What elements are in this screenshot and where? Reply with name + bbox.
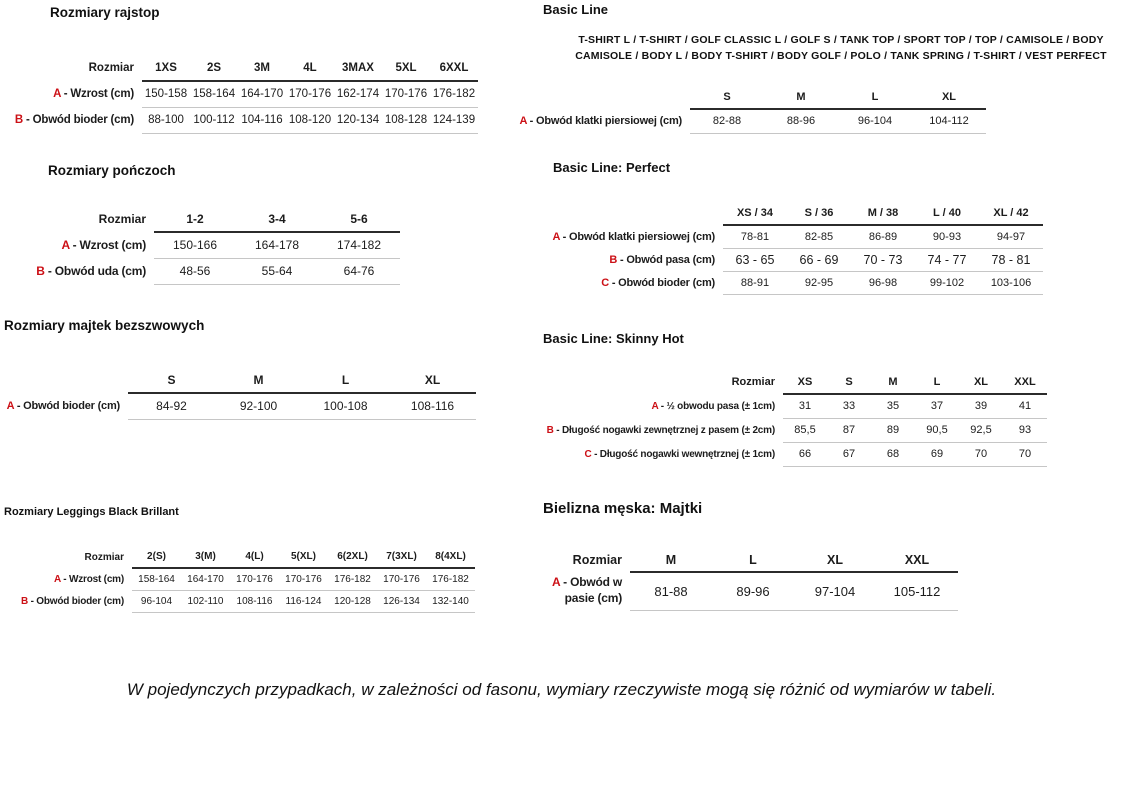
size-value-cell: 66 - 69	[787, 248, 851, 271]
table-corner-label: Rozmiar	[731, 376, 775, 388]
size-value-cell: 170-176	[377, 568, 426, 590]
size-value-cell: 89	[871, 418, 915, 442]
size-value-cell: 37	[915, 394, 959, 418]
section-title-rajstopy: Rozmiary rajstop	[50, 5, 160, 20]
measurement-row-label: A - Obwód klatki piersiowej (cm)	[552, 230, 715, 243]
size-value-cell: 164-170	[238, 81, 286, 107]
size-column-header: XXL	[876, 548, 958, 572]
size-column-header: 3M	[238, 55, 286, 81]
measurement-row-label: A - Obwód klatki piersiowej (cm)	[519, 115, 682, 127]
size-value-cell: 108-116	[230, 590, 279, 612]
size-column-header: M	[764, 85, 838, 109]
measurement-row	[543, 572, 958, 610]
size-column-header: 5XL	[382, 55, 430, 81]
size-value-cell: 88-96	[764, 109, 838, 133]
measurement-row-label: B - Obwód uda (cm)	[36, 264, 146, 278]
measurement-letter: A	[54, 573, 61, 585]
size-value-cell: 96-104	[132, 590, 181, 612]
size-value-cell: 108-116	[389, 393, 476, 419]
size-column-header: S	[128, 367, 215, 393]
size-column-header: M	[871, 370, 915, 394]
size-column-header: 6XXL	[430, 55, 478, 81]
size-value-cell: 69	[915, 442, 959, 466]
size-value-cell: 103-106	[979, 271, 1043, 294]
table-corner-label: Rozmiar	[98, 212, 146, 226]
section-title-basic-line-skinny-hot: Basic Line: Skinny Hot	[543, 331, 684, 346]
size-value-cell: 170-176	[279, 568, 328, 590]
size-value-cell: 120-134	[334, 107, 382, 133]
size-value-cell: 176-182	[426, 568, 475, 590]
measurement-row-label: A - Wzrost (cm)	[61, 238, 146, 252]
size-value-cell: 70	[1003, 442, 1047, 466]
size-column-header: 3-4	[236, 206, 318, 232]
measurement-letter: B	[36, 264, 45, 278]
size-value-cell: 100-112	[190, 107, 238, 133]
size-column-header: L	[915, 370, 959, 394]
measurement-row	[500, 442, 1047, 466]
measurement-letter: A	[651, 400, 659, 412]
size-column-header: 3(M)	[181, 546, 230, 568]
measurement-row-label: A - Obwód w pasie (cm)	[551, 575, 622, 605]
size-table-ponczochy	[2, 206, 400, 285]
size-value-cell: 108-120	[286, 107, 334, 133]
size-value-cell: 96-98	[851, 271, 915, 294]
size-value-cell: 81-88	[630, 572, 712, 610]
size-value-cell: 41	[1003, 394, 1047, 418]
table-corner-label	[480, 202, 723, 225]
size-value-cell: 170-176	[382, 81, 430, 107]
size-column-header: 7(3XL)	[377, 546, 426, 568]
size-value-cell: 89-96	[712, 572, 794, 610]
size-value-cell: 78-81	[723, 225, 787, 248]
measurement-row-label: B - Długość nogawki zewnętrznej z pasem (± 2cm)	[546, 424, 775, 436]
measurement-row	[500, 394, 1047, 418]
size-value-cell: 105-112	[876, 572, 958, 610]
measurement-row	[0, 393, 476, 419]
measurement-row	[500, 418, 1047, 442]
section-title-leggings-black-brillant: Rozmiary Leggings Black Brillant	[4, 506, 179, 518]
size-value-cell: 33	[827, 394, 871, 418]
size-value-cell: 108-128	[382, 107, 430, 133]
measurement-row	[480, 225, 1043, 248]
size-value-cell: 67	[827, 442, 871, 466]
size-value-cell: 150-166	[154, 232, 236, 258]
size-value-cell: 116-124	[279, 590, 328, 612]
size-value-cell: 86-89	[851, 225, 915, 248]
size-value-cell: 70	[959, 442, 1003, 466]
measurement-row	[2, 232, 400, 258]
size-value-cell: 164-178	[236, 232, 318, 258]
size-column-header: S	[827, 370, 871, 394]
size-value-cell: 132-140	[426, 590, 475, 612]
size-value-cell: 88-100	[142, 107, 190, 133]
measurement-row	[470, 109, 986, 133]
size-column-header: M	[215, 367, 302, 393]
table-corner-label: Rozmiar	[84, 551, 124, 563]
measurement-row	[480, 271, 1043, 294]
size-value-cell: 90-93	[915, 225, 979, 248]
measurement-letter: A	[6, 400, 14, 412]
size-value-cell: 48-56	[154, 258, 236, 284]
measurement-row	[2, 568, 475, 590]
size-value-cell: 63 - 65	[723, 248, 787, 271]
size-value-cell: 93	[1003, 418, 1047, 442]
size-column-header: 6(2XL)	[328, 546, 377, 568]
size-column-header: S	[690, 85, 764, 109]
size-value-cell: 64-76	[318, 258, 400, 284]
size-column-header: XL	[389, 367, 476, 393]
size-value-cell: 174-182	[318, 232, 400, 258]
size-column-header: 3MAX	[334, 55, 382, 81]
size-column-header: 2S	[190, 55, 238, 81]
size-value-cell: 94-97	[979, 225, 1043, 248]
measurement-row	[2, 107, 478, 133]
measurement-row	[2, 590, 475, 612]
size-value-cell: 176-182	[430, 81, 478, 107]
size-value-cell: 162-174	[334, 81, 382, 107]
table-corner-label: Rozmiar	[88, 62, 134, 74]
size-value-cell: 126-134	[377, 590, 426, 612]
size-value-cell: 66	[783, 442, 827, 466]
section-title-basic-line-perfect: Basic Line: Perfect	[553, 160, 671, 175]
size-value-cell: 70 - 73	[851, 248, 915, 271]
size-value-cell: 97-104	[794, 572, 876, 610]
size-column-header: 4L	[286, 55, 334, 81]
size-value-cell: 96-104	[838, 109, 912, 133]
size-table-basic-line-skinny-hot	[500, 370, 1047, 467]
table-corner-label	[470, 85, 690, 109]
measurement-letter: B	[14, 114, 23, 126]
size-value-cell: 104-116	[238, 107, 286, 133]
size-column-header: 2(S)	[132, 546, 181, 568]
measurement-letter: A	[552, 230, 560, 243]
size-value-cell: 88-91	[723, 271, 787, 294]
size-column-header: L	[712, 548, 794, 572]
size-column-header: L / 40	[915, 202, 979, 225]
size-value-cell: 87	[827, 418, 871, 442]
measurement-letter: A	[551, 575, 560, 590]
size-value-cell: 158-164	[190, 81, 238, 107]
section-title-majtki-bezszwowe: Rozmiary majtek bezszwowych	[4, 318, 205, 333]
measurement-row-label: B - Obwód bioder (cm)	[14, 114, 134, 126]
size-value-cell: 84-92	[128, 393, 215, 419]
size-column-header: XL	[912, 85, 986, 109]
size-column-header: XS	[783, 370, 827, 394]
size-column-header: M	[630, 548, 712, 572]
measurement-letter: B	[20, 595, 28, 607]
basic-line-product-list: T-SHIRT L / T-SHIRT / GOLF CLASSIC L / GOLF S / TANK TOP / SPORT TOP / TOP / CAMISOLE / BODY CAMISOLE / BODY L / BODY T-SHIRT / BODY GOLF / POLO / TANK SPRING / T-SHIRT / VEST PERFECT	[575, 34, 1107, 62]
size-column-header: 1-2	[154, 206, 236, 232]
measurement-row-label: A - Obwód bioder (cm)	[6, 400, 120, 412]
size-value-cell: 150-158	[142, 81, 190, 107]
measurement-row-label: A - Wzrost (cm)	[53, 88, 134, 100]
size-column-header: XS / 34	[723, 202, 787, 225]
size-column-header: L	[302, 367, 389, 393]
measurement-letter: A	[53, 88, 61, 100]
size-value-cell: 55-64	[236, 258, 318, 284]
size-column-header: M / 38	[851, 202, 915, 225]
size-value-cell: 170-176	[230, 568, 279, 590]
size-column-header: XL / 42	[979, 202, 1043, 225]
size-value-cell: 68	[871, 442, 915, 466]
size-value-cell: 74 - 77	[915, 248, 979, 271]
measurement-letter: A	[61, 238, 70, 252]
size-value-cell: 92-100	[215, 393, 302, 419]
measurement-row-label: B - Obwód pasa (cm)	[609, 253, 715, 266]
section-title-basic-line: Basic Line	[543, 2, 609, 17]
size-value-cell: 164-170	[181, 568, 230, 590]
measurement-letter: C	[601, 276, 609, 289]
size-column-header: 5(XL)	[279, 546, 328, 568]
size-table-basic-line	[470, 85, 986, 134]
section-title-ponczochy: Rozmiary pończoch	[48, 163, 176, 178]
size-value-cell: 82-85	[787, 225, 851, 248]
measurement-letter: B	[546, 424, 554, 436]
measurement-row	[2, 81, 478, 107]
size-value-cell: 35	[871, 394, 915, 418]
disclaimer-note: W pojedynczych przypadkach, w zależności od fasonu, wymiary rzeczywiste mogą się różnić od wymiarów w tabeli.	[126, 680, 997, 699]
measurement-row-label: B - Obwód bioder (cm)	[20, 595, 124, 607]
size-column-header: XXL	[1003, 370, 1047, 394]
size-value-cell: 124-139	[430, 107, 478, 133]
table-corner-label	[0, 367, 128, 393]
size-column-header: XL	[959, 370, 1003, 394]
size-table-bielizna-meska-majtki	[543, 548, 958, 611]
size-value-cell: 78 - 81	[979, 248, 1043, 271]
measurement-row-label: A - ½ obwodu pasa (± 1cm)	[651, 400, 775, 412]
size-value-cell: 170-176	[286, 81, 334, 107]
size-value-cell: 92,5	[959, 418, 1003, 442]
measurement-letter: B	[609, 253, 618, 266]
measurement-row-label: C - Długość nogawki wewnętrznej (± 1cm)	[584, 448, 775, 460]
size-value-cell: 104-112	[912, 109, 986, 133]
size-value-cell: 82-88	[690, 109, 764, 133]
size-column-header: 4(L)	[230, 546, 279, 568]
size-column-header: S / 36	[787, 202, 851, 225]
table-corner-label: Rozmiar	[572, 553, 622, 567]
size-table-basic-line-perfect	[480, 202, 1043, 295]
size-value-cell: 120-128	[328, 590, 377, 612]
size-table-leggings-black-brillant	[2, 546, 475, 613]
size-value-cell: 102-110	[181, 590, 230, 612]
size-column-header: 1XS	[142, 55, 190, 81]
size-value-cell: 31	[783, 394, 827, 418]
size-value-cell: 39	[959, 394, 1003, 418]
size-table-majtki-bezszwowe	[0, 367, 476, 420]
size-column-header: L	[838, 85, 912, 109]
size-value-cell: 85,5	[783, 418, 827, 442]
size-value-cell: 158-164	[132, 568, 181, 590]
size-value-cell: 92-95	[787, 271, 851, 294]
measurement-letter: A	[519, 115, 527, 127]
size-value-cell: 100-108	[302, 393, 389, 419]
measurement-row	[480, 248, 1043, 271]
measurement-row-label: A - Wzrost (cm)	[54, 573, 124, 585]
size-column-header: 5-6	[318, 206, 400, 232]
measurement-letter: C	[584, 448, 592, 460]
size-table-rajstopy	[2, 55, 478, 134]
measurement-row-label: C - Obwód bioder (cm)	[601, 276, 715, 289]
size-value-cell: 99-102	[915, 271, 979, 294]
size-column-header: 8(4XL)	[426, 546, 475, 568]
size-value-cell: 176-182	[328, 568, 377, 590]
size-value-cell: 90,5	[915, 418, 959, 442]
size-column-header: XL	[794, 548, 876, 572]
measurement-row	[2, 258, 400, 284]
section-title-bielizna-meska-majtki: Bielizna męska: Majtki	[543, 500, 703, 517]
